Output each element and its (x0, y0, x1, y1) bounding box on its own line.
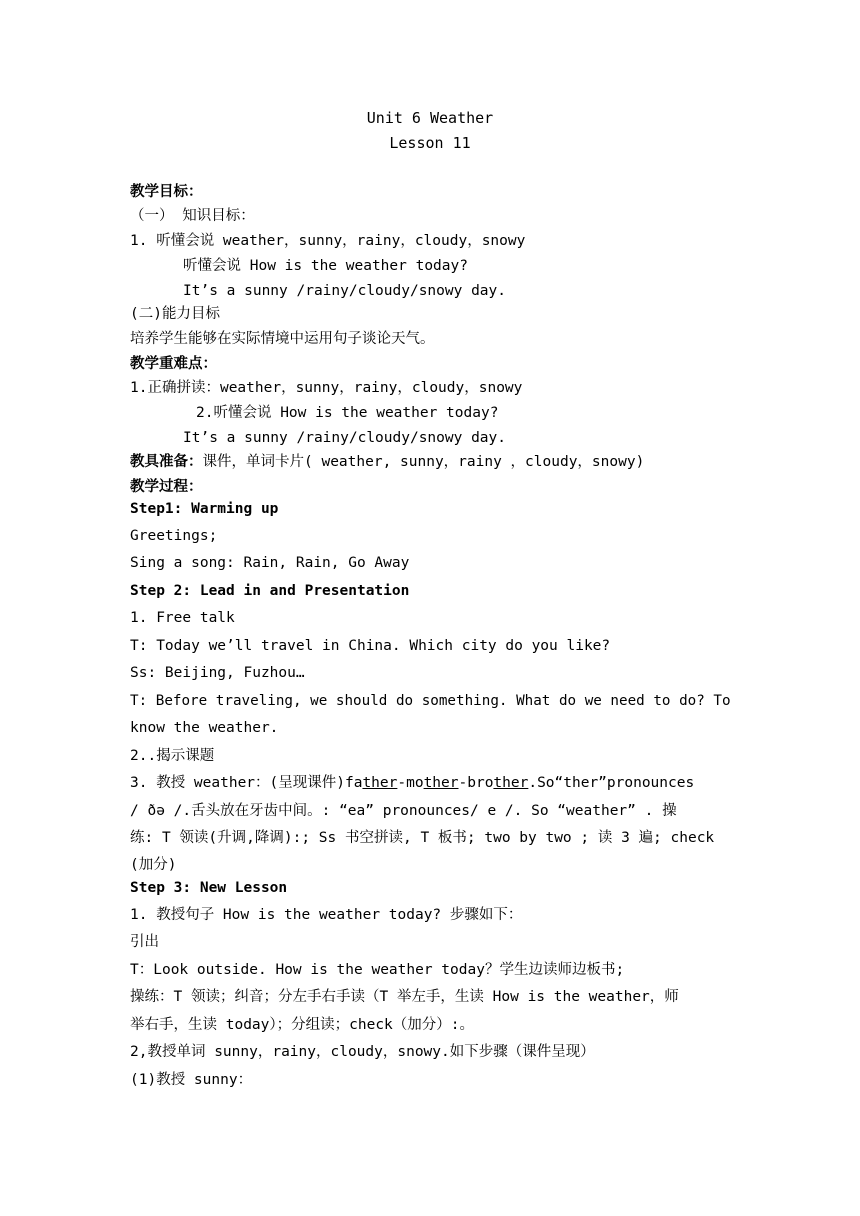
key-point-3: It’s a sunny /rainy/cloudy/snowy day. (183, 430, 507, 446)
students-line-1: Ss: Beijing, Fuzhou… (130, 665, 305, 681)
step1-heading: Step1: Warming up (130, 501, 279, 517)
document-title: Unit 6 Weather (366, 109, 494, 127)
tools-line (130, 452, 644, 472)
teach-weather-line-b: / ðə /.舌头放在牙齿中间。: “ea” pronounces/ e /. So “weather” . 操 (130, 803, 677, 819)
song-line: Sing a song: Rain, Rain, Go Away (130, 555, 410, 571)
new-lesson-line-7: (1)教授 sunny： (130, 1072, 253, 1088)
teach-weather-text: -bro (458, 775, 494, 791)
knowledge-item-3: It’s a sunny /rainy/cloudy/snowy day. (183, 283, 507, 299)
teach-weather-line-a (130, 773, 694, 793)
teach-weather-line-d: (加分) (130, 857, 177, 873)
greetings-line: Greetings; (130, 528, 218, 544)
underlined-ther-3: ther (493, 775, 529, 791)
step3-heading: Step 3: New Lesson (130, 880, 288, 896)
key-point-1: 1.正确拼读：weather，sunny，rainy，cloudy，snowy (130, 380, 523, 396)
document-subtitle: Lesson 11 (389, 134, 471, 152)
teacher-line-2b: know the weather. (130, 720, 279, 736)
underlined-ther-2: ther (423, 775, 459, 791)
new-lesson-line-2: 引出 (130, 934, 159, 950)
new-lesson-line-5: 举右手，生读 today）；分组读；check（加分）:。 (130, 1017, 475, 1033)
process-heading: 教学过程： (130, 479, 203, 495)
teach-weather-text: .So“ther”pronounces (528, 775, 695, 791)
new-lesson-line-3: T：Look outside. How is the weather today？学生边读师边板书; (130, 962, 625, 978)
ability-text: 培养学生能够在实际情境中运用句子谈论天气。 (130, 331, 435, 347)
new-lesson-line-1: 1. 教授句子 How is the weather today? 步骤如下： (130, 907, 523, 923)
teacher-line-1: T: Today we’ll travel in China. Which city do you like? (130, 638, 611, 654)
tools-label: 教具准备： (130, 454, 203, 470)
teach-weather-text: 3. 教授 weather：(呈现课件)fa (130, 775, 363, 791)
free-talk-line: 1. Free talk (130, 610, 235, 626)
teacher-line-2a: T: Before traveling, we should do something. What do we need to do? To (130, 693, 731, 709)
step2-heading: Step 2: Lead in and Presentation (130, 583, 410, 599)
teach-weather-line-c: 练: T 领读(升调,降调):; Ss 书空拼读, T 板书; two by two ; 读 3 遍; check (130, 830, 715, 846)
key-points-heading: 教学重难点： (130, 356, 217, 372)
goals-heading: 教学目标： (130, 184, 203, 200)
ability-heading: (二)能力目标 (130, 306, 220, 322)
knowledge-item-2: 听懂会说 How is the weather today? (183, 258, 468, 274)
new-lesson-line-6: 2,教授单词 sunny，rainy，cloudy，snowy.如下步骤（课件呈现） (130, 1044, 595, 1060)
reveal-topic-line: 2..揭示课题 (130, 748, 215, 764)
knowledge-item-1: 1. 听懂会说 weather，sunny，rainy，cloudy，snowy (130, 233, 526, 249)
tools-text: 课件，单词卡片( weather, sunny，rainy ，cloudy，snowy) (202, 454, 645, 470)
key-point-2: 2.听懂会说 How is the weather today? (196, 405, 499, 421)
new-lesson-line-4: 操练：T 领读；纠音；分左手右手读（T 举左手，生读 How is the weather，师 (130, 989, 679, 1005)
knowledge-heading: （一） 知识目标： (130, 208, 255, 224)
teach-weather-text: -mo (397, 775, 424, 791)
underlined-ther-1: ther (362, 775, 398, 791)
